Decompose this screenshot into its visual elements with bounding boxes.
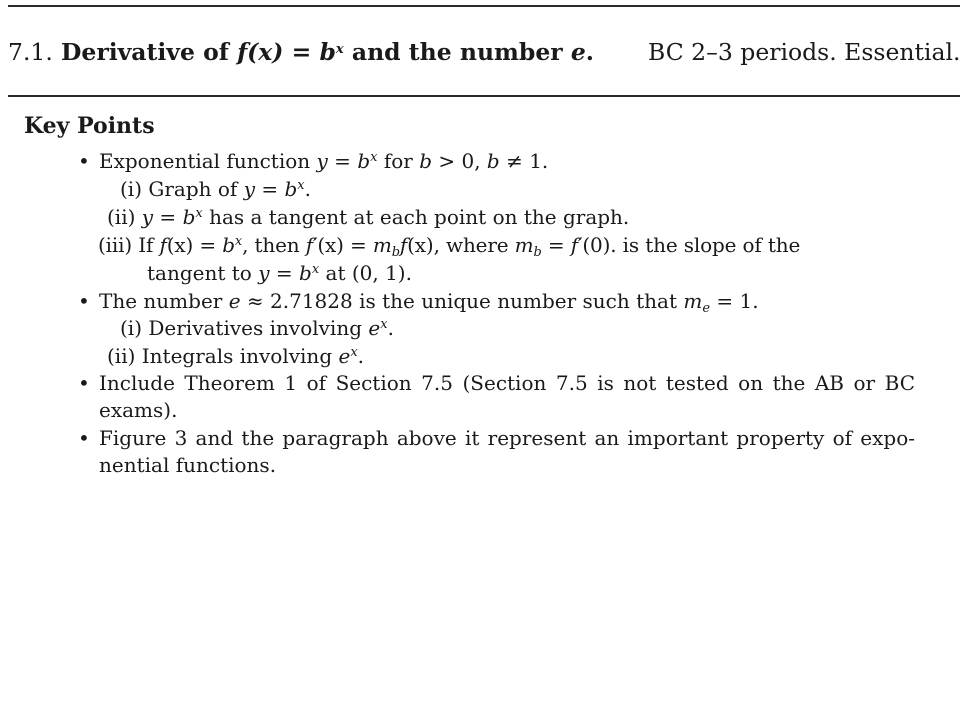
header-rule: [8, 95, 960, 97]
s13-f1-arg: (x): [166, 233, 194, 257]
subitem-2-1: [120, 314, 394, 342]
b1-cond1-var: b: [419, 149, 432, 173]
s13-fp: f′: [305, 233, 318, 257]
bullet-2-glyph: •: [78, 289, 90, 313]
title-e: e: [570, 38, 586, 66]
b2-e: e: [228, 289, 241, 313]
subitem-marker: (i): [120, 177, 143, 201]
s12-y: y: [141, 205, 154, 229]
s13-m-sub: b: [391, 245, 400, 260]
section-meta: BC 2–3 periods. Essential.: [648, 38, 960, 66]
subitem-marker: (iii): [98, 233, 133, 257]
b1-exp: x: [370, 150, 378, 165]
s21-text: Derivatives involving: [148, 316, 369, 340]
s13-m: m: [372, 233, 392, 257]
s13-fp2: f′: [570, 233, 583, 257]
subitem-marker: (ii): [107, 205, 136, 229]
s13-cont-exp: x: [311, 262, 320, 277]
s11-b: b: [284, 177, 298, 201]
s13-m2-sub: b: [533, 245, 542, 260]
s21-exp: x: [380, 317, 388, 332]
subitem-2-2: [107, 342, 364, 370]
s11-eq: =: [255, 177, 285, 201]
title-lead: Derivative of: [61, 38, 238, 66]
section-title: [61, 34, 594, 70]
s13-f2-arg: (x): [407, 233, 434, 257]
s12-eq: =: [153, 205, 183, 229]
b2-approx: ≈ 2.71828 is the unique number such that: [240, 289, 684, 313]
bullet-3-line-1: Include Theorem 1 of Section 7.5 (Section 7.5 is not tested on the AB or BC: [99, 371, 915, 395]
subitem-marker: (ii): [107, 344, 136, 368]
s22-tail: .: [357, 344, 365, 368]
s22-exp: x: [350, 345, 358, 360]
s13-b: b: [222, 233, 235, 257]
subitem-1-3-continued: [147, 259, 412, 287]
s11-tail: .: [304, 177, 311, 201]
subitem-1-2: [107, 203, 629, 231]
b1-cond1-rel: > 0,: [432, 149, 487, 173]
bullet-4-glyph: •: [78, 426, 90, 450]
b2-eq: = 1.: [710, 289, 759, 313]
b2-m-sub: e: [702, 301, 711, 316]
s13-cont-y: y: [258, 261, 270, 285]
s13-where: , where: [433, 233, 515, 257]
s13-f2: f: [399, 233, 408, 257]
bullet-4-line-2: nential functions.: [99, 453, 277, 477]
b1-tail: for: [377, 149, 420, 173]
s13-cont-tail: at (0, 1).: [319, 261, 412, 285]
b1-eq: =: [327, 149, 358, 173]
s12-b: b: [182, 205, 196, 229]
s13-fp2-arg: (0).: [582, 233, 617, 257]
title-function: f(x) = b: [237, 38, 336, 66]
s13-cont-b: b: [299, 261, 312, 285]
s13-eq1: =: [193, 233, 223, 257]
section-number: 7.1.: [8, 38, 53, 66]
s12-tail: has a tangent at each point on the graph.: [202, 205, 630, 229]
s13-exp: x: [234, 234, 243, 249]
b1-b: b: [357, 149, 371, 173]
b2-m: m: [683, 289, 703, 313]
subitem-1-1: [120, 175, 311, 203]
b2-label: The number: [99, 289, 229, 313]
b1-y: y: [316, 149, 328, 173]
s13-cont-eq: =: [269, 261, 299, 285]
s13-f1: f: [159, 233, 167, 257]
s13-tail: is the slope of the: [616, 233, 801, 257]
section-header: [8, 34, 960, 70]
bullet-1-glyph: •: [78, 149, 90, 173]
s11-exp: x: [297, 178, 305, 193]
bullet-4-line-1: Figure 3 and the paragraph above it represent an important property of expo-: [99, 426, 915, 450]
title-exponent: x: [335, 42, 344, 57]
s13-if: If: [138, 233, 160, 257]
key-points-heading: Key Points: [24, 113, 155, 139]
b1-cond2-rel: ≠ 1.: [499, 149, 549, 173]
s13-cont-a: tangent to: [147, 261, 259, 285]
bullet-1-line: [99, 147, 548, 175]
s12-exp: x: [195, 206, 203, 221]
s13-m2: m: [514, 233, 534, 257]
bullet-3-glyph: •: [78, 371, 90, 395]
s13-eq2: =: [343, 233, 373, 257]
bullet-1-label: Exponential function: [99, 149, 311, 173]
s13-then: , then: [242, 233, 306, 257]
title-end: .: [585, 38, 594, 66]
b1-cond2-var: b: [486, 149, 500, 173]
s21-tail: .: [387, 316, 394, 340]
s13-eq3: =: [541, 233, 571, 257]
s22-text: Integrals involving: [141, 344, 339, 368]
bullet-2-line: [99, 287, 759, 315]
top-rule: [8, 5, 960, 7]
bullet-3-line-2: exams).: [99, 398, 178, 422]
title-rest: and the number: [343, 38, 571, 66]
s21-e: e: [368, 316, 381, 340]
subitem-text: Graph of: [148, 177, 244, 201]
subitem-marker: (i): [120, 316, 143, 340]
s11-y: y: [243, 177, 255, 201]
subitem-1-3: [98, 231, 800, 259]
s13-fp-arg: (x): [317, 233, 344, 257]
s22-e: e: [338, 344, 351, 368]
